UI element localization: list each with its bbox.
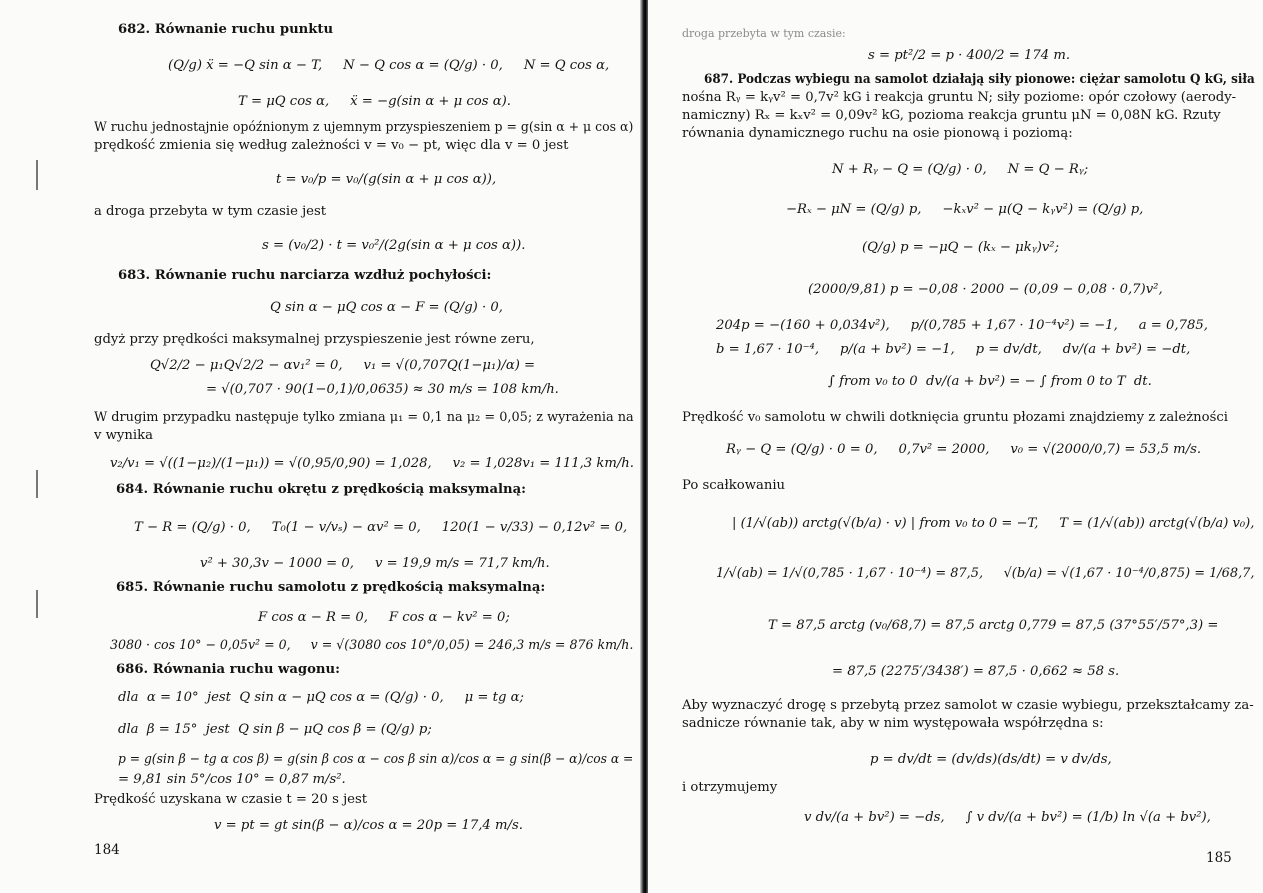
equation-line: T − R = (Q/g) · 0, T₀(1 − v/vₛ) − αv² = 0, 120(1 − v/33) − 0,12v² = 0, bbox=[134, 520, 628, 535]
page-number: 185 bbox=[1206, 850, 1232, 866]
exercise-682-heading: 682. Równanie ruchu punktu bbox=[118, 22, 334, 37]
equation-line: s = pt²/2 = p · 400/2 = 174 m. bbox=[868, 48, 1071, 63]
equation-line: Rᵧ − Q = (Q/g) · 0 = 0, 0,7v² = 2000, v₀ = √(2000/0,7) = 53,5 m/s. bbox=[726, 442, 1202, 457]
equation-line: 1/√(ab) = 1/√(0,785 · 1,67 · 10⁻⁴) = 87,5, √(b/a) = √(1,67 · 10⁻⁴/0,875) = 1/68,7, bbox=[716, 566, 1255, 581]
equation-line: 204p = −(160 + 0,034v²), p/(0,785 + 1,67 · 10⁻⁴v²) = −1, a = 0,785, bbox=[716, 318, 1208, 333]
equation-line: (2000/9,81) p = −0,08 · 2000 − (0,09 − 0,08 · 0,7)v², bbox=[808, 282, 1163, 297]
equation-line: F cos α − R = 0, F cos α − kv² = 0; bbox=[258, 610, 510, 625]
equation-line: = 9,81 sin 5°/cos 10° = 0,87 m/s². bbox=[118, 772, 346, 787]
exercise-687-heading: 687. Podczas wybiegu na samolot działają siły pionowe: ciężar samolotu Q kG, siła bbox=[704, 72, 1255, 87]
exercise-684-heading: 684. Równanie ruchu okrętu z prędkością maksymalną: bbox=[116, 482, 527, 497]
faint-text-line: droga przebyta w tym czasie: bbox=[682, 27, 846, 40]
text-line: v wynika bbox=[94, 428, 153, 443]
text-line: sadnicze równanie tak, aby w nim występowała współrzędna s: bbox=[682, 716, 1104, 731]
text-line: nośna Rᵧ = kᵧv² = 0,7v² kG i reakcja gruntu N; siły poziome: opór czołowy (aerody- bbox=[682, 90, 1237, 105]
equation-line: v² + 30,3v − 1000 = 0, v = 19,9 m/s = 71,7 km/h. bbox=[200, 556, 550, 571]
equation-line: T = 87,5 arctg (v₀/68,7) = 87,5 arctg 0,779 = 87,5 (37°55′/57°,3) = bbox=[768, 618, 1219, 633]
equation-line: t = v₀/p = v₀/(g(sin α + μ cos α)), bbox=[276, 172, 497, 187]
text-line: namiczny) Rₓ = kₓv² = 0,09v² kG, pozioma reakcja gruntu μN = 0,08N kG. Rzuty bbox=[682, 108, 1221, 123]
exercise-686-heading: 686. Równania ruchu wagonu: bbox=[116, 662, 340, 677]
equation-line: ∫ from v₀ to 0 dv/(a + bv²) = − ∫ from 0 to T dt. bbox=[828, 374, 1152, 389]
text-line: Po scałkowaniu bbox=[682, 478, 786, 493]
text-line: prędkość zmienia się według zależności v = v₀ − pt, więc dla v = 0 jest bbox=[94, 138, 569, 153]
equation-line: Q sin α − μQ cos α − F = (Q/g) · 0, bbox=[270, 300, 503, 315]
margin-mark bbox=[36, 470, 38, 498]
equation-line: = √(0,707 · 90(1−0,1)/0,0635) ≈ 30 m/s = 108 km/h. bbox=[206, 382, 559, 397]
equation-line: dla α = 10° jest Q sin α − μQ cos α = (Q/g) · 0, μ = tg α; bbox=[118, 690, 524, 705]
exercise-683-heading: 683. Równanie ruchu narciarza wzdłuż pochyłości: bbox=[118, 268, 492, 283]
equation-line: b = 1,67 · 10⁻⁴, p/(a + bv²) = −1, p = dv/dt, dv/(a + bv²) = −dt, bbox=[716, 342, 1191, 357]
exercise-685-heading: 685. Równanie ruchu samolotu z prędkością maksymalną: bbox=[116, 580, 546, 595]
equation-line: p = g(sin β − tg α cos β) = g(sin β cos α − cos β sin α)/cos α = g sin(β − α)/cos α = bbox=[118, 752, 634, 767]
equation-line: v₂/v₁ = √((1−μ₂)/(1−μ₁)) = √(0,95/0,90) = 1,028, v₂ = 1,028v₁ = 111,3 km/h. bbox=[110, 456, 634, 471]
text-line: a droga przebyta w tym czasie jest bbox=[94, 204, 327, 219]
text-line: Prędkość uzyskana w czasie t = 20 s jest bbox=[94, 792, 368, 807]
equation-line: v = pt = gt sin(β − α)/cos α = 20p = 17,4 m/s. bbox=[214, 818, 523, 833]
text-line: W drugim przypadku następuje tylko zmiana μ₁ = 0,1 na μ₂ = 0,05; z wyrażenia na bbox=[94, 410, 634, 425]
margin-mark bbox=[36, 160, 38, 190]
equation-line: v dv/(a + bv²) = −ds, ∫ v dv/(a + bv²) = (1/b) ln √(a + bv²), bbox=[804, 810, 1211, 825]
text-line: i otrzymujemy bbox=[682, 780, 778, 795]
margin-mark bbox=[36, 590, 38, 618]
page-number: 184 bbox=[94, 842, 120, 858]
text-line: Prędkość v₀ samolotu w chwili dotknięcia gruntu płozami znajdziemy z zależności bbox=[682, 410, 1228, 425]
right-page bbox=[648, 0, 1263, 893]
equation-line: 3080 · cos 10° − 0,05v² = 0, v = √(3080 cos 10°/0,05) = 246,3 m/s = 876 km/h. bbox=[110, 638, 634, 653]
equation-line: s = (v₀/2) · t = v₀²/(2g(sin α + μ cos α)). bbox=[262, 238, 526, 253]
equation-line: p = dv/dt = (dv/ds)(ds/dt) = v dv/ds, bbox=[870, 752, 1112, 767]
text-line: Aby wyznaczyć drogę s przebytą przez samolot w czasie wybiegu, przekształcamy za- bbox=[682, 698, 1254, 713]
equation-line: N + Rᵧ − Q = (Q/g) · 0, N = Q − Rᵧ; bbox=[832, 162, 1089, 177]
equation-line: dla β = 15° jest Q sin β − μQ cos β = (Q/g) p; bbox=[118, 722, 432, 737]
text-line: równania dynamicznego ruchu na osie pionową i poziomą: bbox=[682, 126, 1073, 141]
equation-line: (Q/g) ẍ = −Q sin α − T, N − Q cos α = (Q/g) · 0, N = Q cos α, bbox=[168, 58, 610, 73]
equation-line: | (1/√(ab)) arctg(√(b/a) · v) | from v₀ to 0 = −T, T = (1/√(ab)) arctg(√(b/a) v₀), bbox=[732, 516, 1255, 531]
text-line: W ruchu jednostajnie opóźnionym z ujemnym przyspieszeniem p = g(sin α + μ cos α) bbox=[94, 120, 634, 135]
equation-line: Q√2/2 − μ₁Q√2/2 − αv₁² = 0, v₁ = √(0,707Q(1−μ₁)/α) = bbox=[150, 358, 536, 373]
equation-line: (Q/g) p = −μQ − (kₓ − μkᵧ)v²; bbox=[862, 240, 1060, 255]
equation-line: T = μQ cos α, ẍ = −g(sin α + μ cos α). bbox=[238, 94, 511, 109]
equation-line: = 87,5 (2275′/3438′) = 87,5 · 0,662 ≈ 58 s. bbox=[832, 664, 1120, 679]
equation-line: −Rₓ − μN = (Q/g) p, −kₓv² − μ(Q − kᵧv²) = (Q/g) p, bbox=[786, 202, 1144, 217]
text-line: gdyż przy prędkości maksymalnej przyspieszenie jest równe zeru, bbox=[94, 332, 535, 347]
